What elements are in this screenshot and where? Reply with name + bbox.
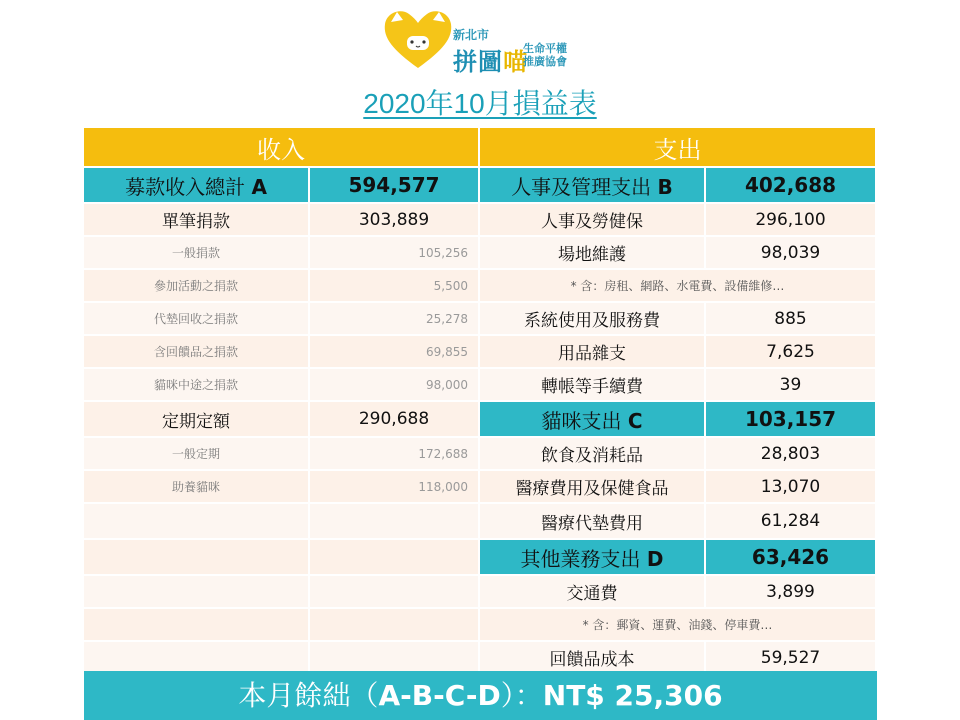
table-row xyxy=(84,369,877,402)
table-row xyxy=(84,438,877,471)
expense-item-label: 醫療代墊費用 xyxy=(480,504,706,540)
empty-cell xyxy=(84,576,310,609)
income-sub-label: 含回饋品之捐款 xyxy=(84,336,310,369)
profit-loss-table xyxy=(84,128,877,675)
expense-item-value: 59,527 xyxy=(706,642,877,675)
empty-cell xyxy=(310,540,480,576)
expense-item-value: 28,803 xyxy=(706,438,877,471)
expense-c-value: 103,157 xyxy=(706,402,877,438)
income-sub-value: 105,256 xyxy=(310,237,480,270)
expense-header: 支出 xyxy=(480,128,877,168)
empty-cell xyxy=(84,504,310,540)
monthly-balance-footer: 本月餘絀（A-B-C-D）：NT$ 25,306 xyxy=(84,671,877,720)
income-sub-value: 118,000 xyxy=(310,471,480,504)
logo-name: 拼圖喵 xyxy=(453,48,528,76)
table-row xyxy=(84,237,877,270)
table-row xyxy=(84,609,877,642)
income-sub-value: 69,855 xyxy=(310,336,480,369)
expense-d-label: 其他業務支出 D xyxy=(480,540,706,576)
single-donation-label: 單筆捐款 xyxy=(84,204,310,237)
expense-item-value: 39 xyxy=(706,369,877,402)
empty-cell xyxy=(84,540,310,576)
expense-b-note: * 含：房租、網路、水電費、設備維修… xyxy=(480,270,877,303)
income-sub-value: 25,278 xyxy=(310,303,480,336)
table-header-row xyxy=(84,128,877,168)
balance-value: NT$ 25,306 xyxy=(542,679,723,712)
expense-item-label: 人事及勞健保 xyxy=(480,204,706,237)
empty-cell xyxy=(310,609,480,642)
empty-cell xyxy=(310,504,480,540)
expense-item-value: 7,625 xyxy=(706,336,877,369)
income-total-value: 594,577 xyxy=(310,168,480,204)
expense-item-label: 轉帳等手續費 xyxy=(480,369,706,402)
regular-donation-label: 定期定額 xyxy=(84,402,310,438)
expense-item-label: 飲食及消耗品 xyxy=(480,438,706,471)
cat-heart-logo-icon xyxy=(383,8,453,70)
single-donation-value: 303,889 xyxy=(310,204,480,237)
table-row xyxy=(84,402,877,438)
table-row xyxy=(84,540,877,576)
table-row xyxy=(84,303,877,336)
expense-item-value: 98,039 xyxy=(706,237,877,270)
expense-item-label: 回饋品成本 xyxy=(480,642,706,675)
empty-cell xyxy=(84,609,310,642)
income-sub-label: 一般捐款 xyxy=(84,237,310,270)
income-sub-label: 貓咪中途之捐款 xyxy=(84,369,310,402)
association-logo xyxy=(383,8,593,74)
table-row xyxy=(84,576,877,609)
expense-item-value: 296,100 xyxy=(706,204,877,237)
logo-subtitle: 生命平權 推廣協會 xyxy=(523,42,567,68)
expense-item-label: 交通費 xyxy=(480,576,706,609)
table-row xyxy=(84,168,877,204)
expense-c-label: 貓咪支出 C xyxy=(480,402,706,438)
expense-item-value: 13,070 xyxy=(706,471,877,504)
income-sub-label: 代墊回收之捐款 xyxy=(84,303,310,336)
table-row xyxy=(84,270,877,303)
table-row xyxy=(84,471,877,504)
expense-item-value: 885 xyxy=(706,303,877,336)
income-sub-label: 助養貓咪 xyxy=(84,471,310,504)
income-sub-label: 一般定期 xyxy=(84,438,310,471)
income-sub-value: 98,000 xyxy=(310,369,480,402)
empty-cell xyxy=(310,576,480,609)
logo-city: 新北市 xyxy=(453,28,490,42)
income-total-label: 募款收入總計 A xyxy=(84,168,310,204)
expense-item-label: 用品雜支 xyxy=(480,336,706,369)
expense-item-value: 3,899 xyxy=(706,576,877,609)
table-row xyxy=(84,336,877,369)
income-sub-value: 5,500 xyxy=(310,270,480,303)
income-header: 收入 xyxy=(84,128,480,168)
page-title: 2020年10月損益表 xyxy=(363,88,597,119)
income-sub-label: 參加活動之捐款 xyxy=(84,270,310,303)
income-sub-value: 172,688 xyxy=(310,438,480,471)
table-row xyxy=(84,204,877,237)
expense-b-label: 人事及管理支出 B xyxy=(480,168,706,204)
expense-item-label: 醫療費用及保健食品 xyxy=(480,471,706,504)
expense-b-value: 402,688 xyxy=(706,168,877,204)
expense-item-label: 系統使用及服務費 xyxy=(480,303,706,336)
expense-d-value: 63,426 xyxy=(706,540,877,576)
regular-donation-value: 290,688 xyxy=(310,402,480,438)
expense-item-value: 61,284 xyxy=(706,504,877,540)
table-row xyxy=(84,504,877,540)
expense-d-note: * 含：郵資、運費、油錢、停車費… xyxy=(480,609,877,642)
expense-item-label: 場地維護 xyxy=(480,237,706,270)
